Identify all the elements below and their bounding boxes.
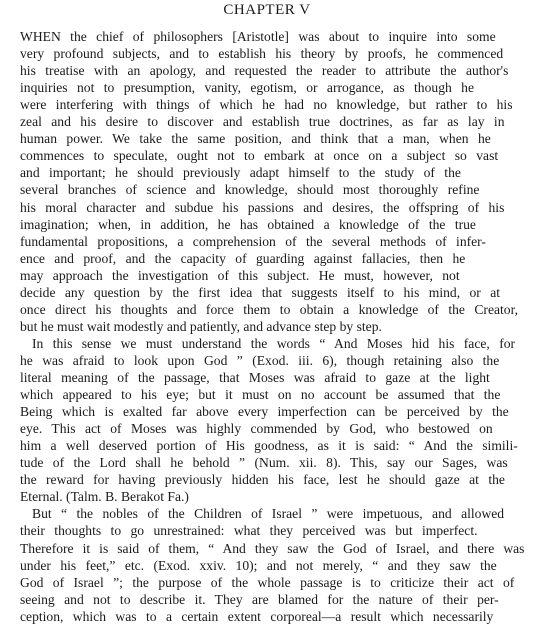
text-line: Therefore it is said of them, “ And they saw the God of Israel, and there was (20, 540, 525, 556)
text-line: Eternal. (Talm. B. Berakot Fa.) (20, 489, 189, 505)
text-line: zeal and his desire to discover and establish true doctrines, as far as lay in (20, 114, 505, 130)
text-line: God of Israel ”; the purpose of the whole passage is to criticize their act of (20, 574, 515, 590)
text-line: under his feet,” etc. (Exod. xxiv. 10); and not merely, “ and they saw the (20, 557, 497, 573)
text-line: In this sense we must understand the words “ And Moses hid his face, for (32, 335, 516, 351)
text-line: literal meaning of the passage, that Moses was afraid to gaze at the light (20, 370, 490, 385)
text-line: inquiries not to presumption, vanity, egotism, or arrogance, as though he (20, 80, 475, 96)
text-line: commences to speculate, ought not to embark at once on a subject so vast (20, 148, 499, 164)
text-line: decide any question by the first idea that suggests itself to his mind, or at (20, 284, 501, 300)
text-line: tude of the Lord shall he behold ” (Num. xii. 8). This, say our Sages, was (20, 455, 508, 471)
text-line: But “ the nobles of the Children of Israel ” were impetuous, and allowed (32, 506, 505, 522)
text-line: and important; he should previously adapt himself to the study of the (20, 165, 461, 181)
text-line: the reward for having previously hidden his face, lest he should gaze at the (20, 472, 505, 488)
text-line: were interfering with things of which he had no knowledge, but rather to his (20, 97, 513, 113)
text-line: imagination; when, in addition, he has obtained a knowledge of the true (20, 216, 476, 232)
text-line: fundamental propositions, a comprehension of the several methods of infer- (20, 233, 486, 249)
text-line: very profound subjects, and to establish his theory by proofs, he commenced (20, 46, 504, 62)
text-line: him a well deserved portion of His goodness, as it is said: “ And the simili- (20, 438, 518, 454)
text-line: WHEN the chief of philosophers [Aristotle] was about to inquire into some (20, 29, 496, 44)
text-line: their thoughts to go unrestrained: what they perceived was but imperfect. (20, 523, 478, 539)
text-line: he was afraid to look upon God ” (Exod. iii. 6), though retaining also the (20, 352, 500, 368)
text-line: ence and proof, and the capacity of guarding against fallacies, then he (20, 250, 466, 266)
chapter-title: CHAPTER V (223, 2, 311, 18)
text-line: human power. We take the same position, and think that a man, when he (20, 131, 491, 147)
text-line: but he must wait modestly and patiently, and advance step by step. (20, 318, 382, 334)
text-line: may approach the investigation of this subject. He must, however, not (20, 267, 460, 283)
text-line: his treatise with an apology, and requested the reader to attribute the author's (20, 63, 509, 79)
text-line: once direct his thoughts and force them to obtain a knowledge of the Creator, (20, 301, 518, 317)
text-line: eye. This act of Moses was highly commended by God, who bestowed on (20, 421, 493, 437)
text-line: his moral character and subdue his passions and desires, the offspring of his (20, 199, 505, 215)
text-line: several branches of science and knowledge, should most thoroughly refine (20, 182, 480, 198)
text-line: which appeared to his eye; but it must on no account be assumed that the (20, 387, 501, 403)
text-line: ception, which was to a certain extent corporeal—a result which necessarily (20, 608, 494, 624)
text-line: seeing and not to describe it. They are blamed for the nature of their per- (20, 591, 499, 607)
text-line: Being which is exalted far above every imperfection can be perceived by the (20, 404, 509, 420)
